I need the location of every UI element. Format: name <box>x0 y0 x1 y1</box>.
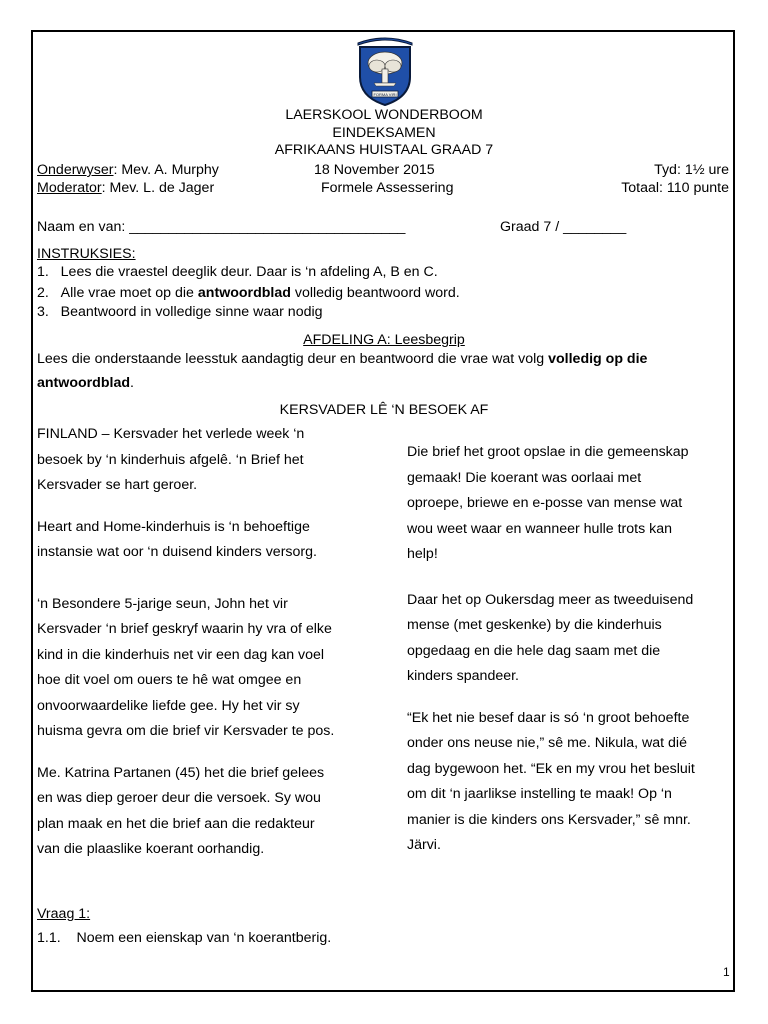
article-line: dag bygewoon het. “Ek en my vrou het besluit <box>407 760 695 777</box>
instruction-item-3 <box>37 304 323 321</box>
teacher-label: Onderwyser <box>37 162 114 178</box>
article-line: “Ek het nie besef daar is só ‘n groot behoefte <box>407 709 690 726</box>
question-number: 1.1. <box>37 930 61 946</box>
instruction-bold: antwoordblad <box>197 285 291 301</box>
article-line: Daar het op Oukersdag meer as tweeduisend <box>407 591 694 608</box>
question-title: Vraag 1: <box>37 906 91 922</box>
instruction-num: 3. <box>37 304 49 320</box>
article-title: KERSVADER LÊ ‘N BESOEK AF <box>279 402 489 418</box>
assessment-type: Formele Assessering <box>321 180 454 196</box>
svg-text:FORMA VIRI: FORMA VIRI <box>373 92 397 97</box>
name-field[interactable]: Naam en van: ___________________________________ <box>37 219 406 235</box>
article-line: opgedaag en die hele dag saam met die <box>407 642 661 659</box>
instruction-text: Beantwoord in volledige sinne waar nodig <box>60 304 323 320</box>
article-paragraph <box>37 422 334 499</box>
article-line: plan maak en het die brief aan die redakteur <box>37 815 315 832</box>
section-intro-line2 <box>37 375 134 392</box>
school-name: LAERSKOOL WONDERBOOM <box>285 107 483 123</box>
article-paragraph <box>407 440 695 568</box>
article-paragraph <box>37 761 334 863</box>
article-line: mense (met geskenke) by die kinderhuis <box>407 617 662 633</box>
moderator-value: : Mev. L. de Jager <box>101 180 215 196</box>
intro-text: . <box>130 375 134 391</box>
article-line: kinders spandeer. <box>407 668 519 684</box>
article-line: ‘n Besondere 5-jarige seun, John het vir <box>37 595 288 612</box>
instructions-title: INSTRUKSIES: <box>37 246 136 262</box>
article-line: besoek by ‘n kinderhuis afgelê. ‘n Brief het <box>37 451 304 468</box>
instruction-text: Alle vrae moet op die <box>60 285 198 301</box>
instruction-num: 1. <box>37 264 49 280</box>
article-line: onder ons neuse nie,” sê me. Nikula, wat dié <box>407 735 687 751</box>
teacher-value: : Mev. A. Murphy <box>113 162 219 178</box>
instruction-text: Lees die vraestel deeglik deur. Daar is ‘n afdeling A, B en C. <box>60 264 438 280</box>
section-intro-line1 <box>37 351 647 368</box>
article-line: Järvi. <box>407 837 441 853</box>
article-line: oproepe, briewe en e-posse van mense wat <box>407 495 683 511</box>
article-line: onvoorwaardelike liefde gee. Hy het vir sy <box>37 697 300 714</box>
teacher-line <box>37 162 219 179</box>
instruction-item-1 <box>37 264 438 281</box>
article-line: Kersvader ‘n brief geskryf waarin hy vra of elke <box>37 621 332 637</box>
article-line: FINLAND – Kersvader het verlede week ‘n <box>37 426 305 442</box>
instruction-text: volledig beantwoord word. <box>290 285 460 301</box>
article-line: kind in die kinderhuis net vir een dag kan voel <box>37 646 325 663</box>
article-line: hoe dit voel om ouers te hê wat omgee en <box>37 672 302 688</box>
school-crest-logo <box>352 33 418 107</box>
article-line: gemaak! Die koerant was oorlaai met <box>407 469 642 486</box>
exam-time: Tyd: 1½ ure <box>654 162 729 178</box>
instruction-num: 2. <box>37 285 49 301</box>
instruction-item-2 <box>37 285 460 302</box>
article-paragraph <box>37 515 334 566</box>
subject-title: AFRIKAANS HUISTAAL GRAAD 7 <box>274 142 494 158</box>
question-item <box>37 930 331 947</box>
article-line: manier is die kinders ons Kersvader,” sê mnr. <box>407 811 691 828</box>
article-line: Me. Katrina Partanen (45) het die brief gelees <box>37 764 325 781</box>
article-line: wou weet waar en wanneer hulle trots kan <box>407 520 672 537</box>
intro-bold: volledig op die <box>548 351 648 367</box>
article-line: Die brief het groot opslae in die gemeenskap <box>407 444 689 460</box>
intro-text: Lees die onderstaande leesstuk aandagtig deur en beantwoord die vrae wat volg <box>37 351 549 367</box>
article-line: instansie wat oor ‘n duisend kinders versorg. <box>37 544 317 560</box>
article-line: Heart and Home-kinderhuis is ‘n behoeftige <box>37 518 310 535</box>
exam-date: 18 November 2015 <box>314 162 435 178</box>
article-line: om dit ‘n jaarlikse instelling te maak! Op ‘n <box>407 786 672 802</box>
article-line: Kersvader se hart geroer. <box>37 477 198 493</box>
article-line: help! <box>407 546 438 562</box>
grade-field[interactable]: Graad 7 / ________ <box>500 219 627 235</box>
moderator-label: Moderator <box>37 180 102 196</box>
article-paragraph <box>37 592 334 745</box>
article-right-column <box>407 440 695 859</box>
page-number: 1 <box>723 965 730 979</box>
article-line: en was diep geroer deur die versoek. Sy wou <box>37 790 321 806</box>
article-paragraph <box>407 706 695 859</box>
section-title: AFDELING A: Leesbegrip <box>303 332 465 348</box>
article-line: van die plaaslike koerant oorhandig. <box>37 841 265 857</box>
article-paragraph <box>407 588 695 690</box>
article-left-column <box>37 422 334 863</box>
moderator-line <box>37 180 214 197</box>
total-marks: Totaal: 110 punte <box>621 180 729 196</box>
intro-bold: antwoordblad <box>37 375 131 391</box>
article-line: huisma gevra om die brief vir Kersvader te pos. <box>37 723 335 739</box>
question-text: Noem een eienskap van ‘n koerantberig. <box>76 930 332 946</box>
exam-title: EINDEKSAMEN <box>332 125 436 141</box>
